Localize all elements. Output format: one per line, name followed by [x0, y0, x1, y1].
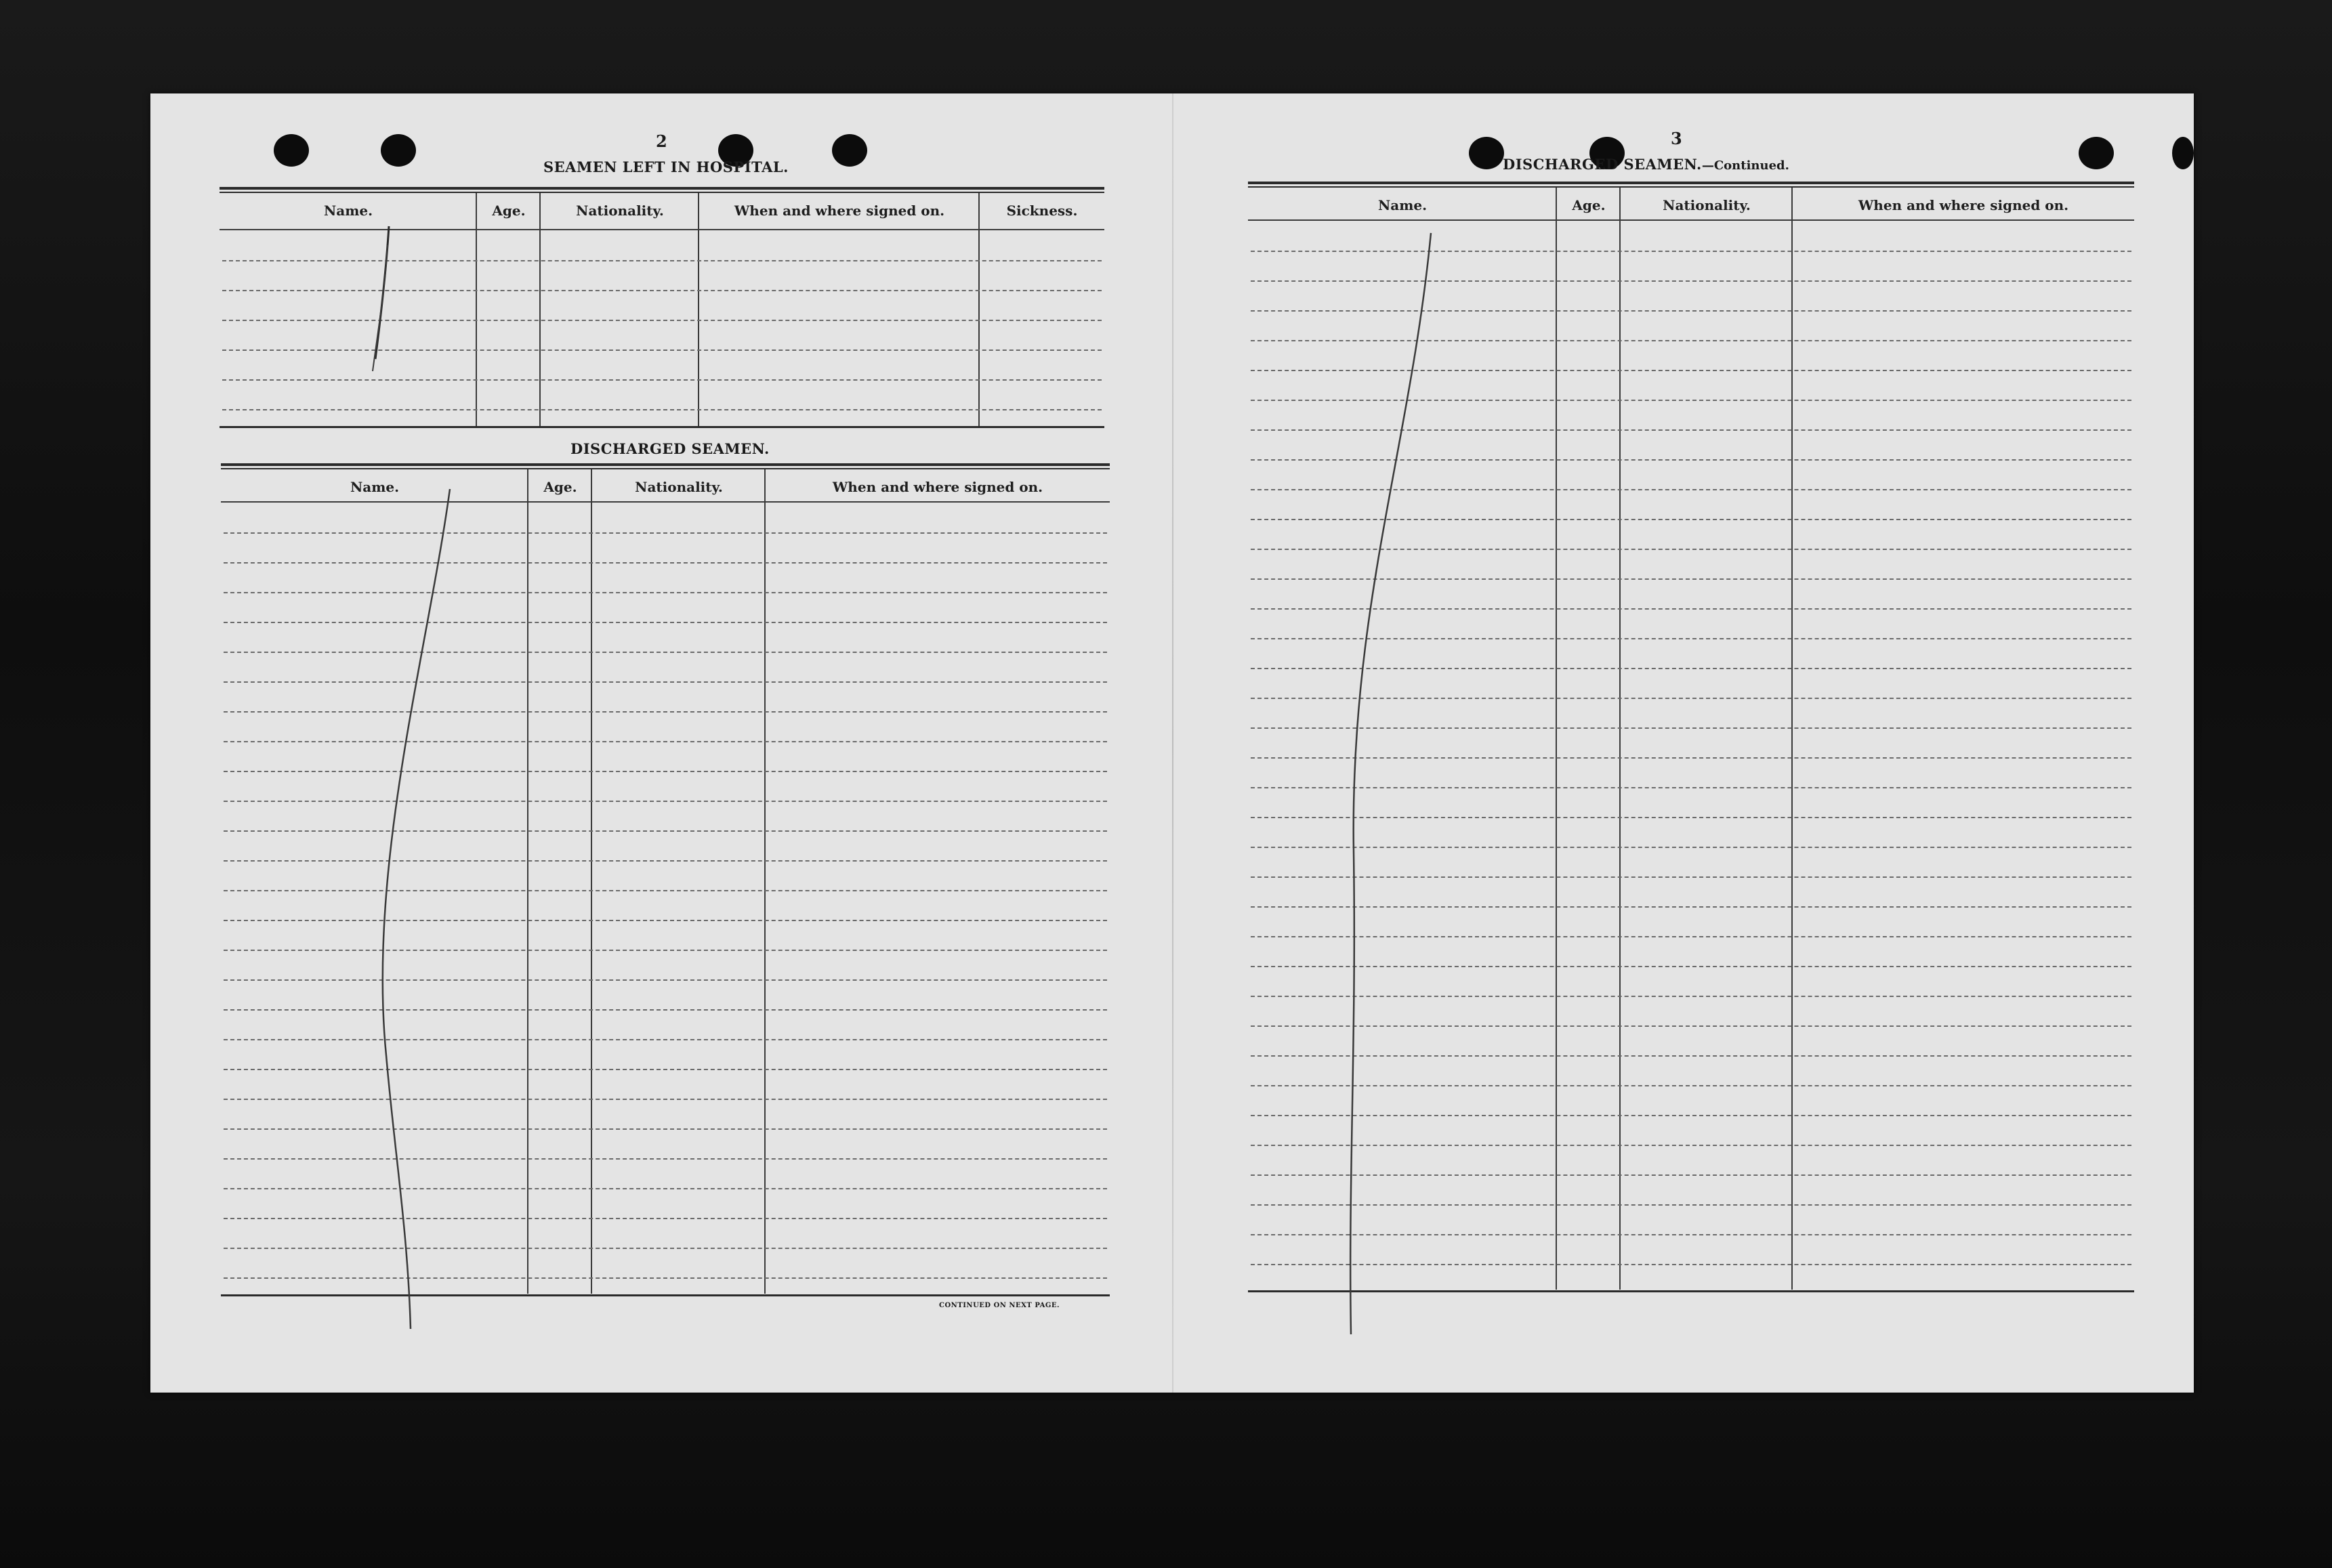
column-header-signed-on: When and where signed on. [734, 203, 945, 219]
column-header-age: Age. [492, 203, 526, 219]
pen-stroke [383, 489, 450, 1329]
column-header-age: Age. [543, 479, 577, 495]
section-title-text: DISCHARGED SEAMEN. [1503, 156, 1702, 173]
column-header-age: Age. [1572, 197, 1606, 213]
column-header-signed-on: When and where signed on. [1858, 197, 2069, 213]
page-number: 2 [656, 131, 667, 151]
column-header-name: Name. [323, 203, 373, 219]
section-title-discharged: DISCHARGED SEAMEN. [570, 440, 770, 457]
column-header-nationality: Nationality. [635, 479, 723, 495]
pen-stroke [1350, 233, 1431, 1334]
continued-note: CONTINUED ON NEXT PAGE. [939, 1302, 1060, 1309]
column-header-name: Name. [350, 479, 400, 495]
column-header-nationality: Nationality. [576, 203, 664, 219]
pen-stroke-marks [1173, 93, 2194, 1393]
continued-suffix: —Continued. [1701, 158, 1789, 173]
column-header-name: Name. [1377, 197, 1428, 213]
page-number: 3 [1671, 129, 1682, 148]
section-title-hospital: SEAMEN LEFT IN HOSPITAL. [543, 158, 789, 175]
pen-stroke-marks [150, 93, 1172, 1393]
left-page [150, 93, 1172, 1393]
right-page [1173, 93, 2194, 1393]
column-header-signed-on: When and where signed on. [832, 479, 1043, 495]
ledger-spread [150, 93, 2194, 1393]
column-header-nationality: Nationality. [1663, 197, 1751, 213]
column-header-sickness: Sickness. [1006, 203, 1078, 219]
